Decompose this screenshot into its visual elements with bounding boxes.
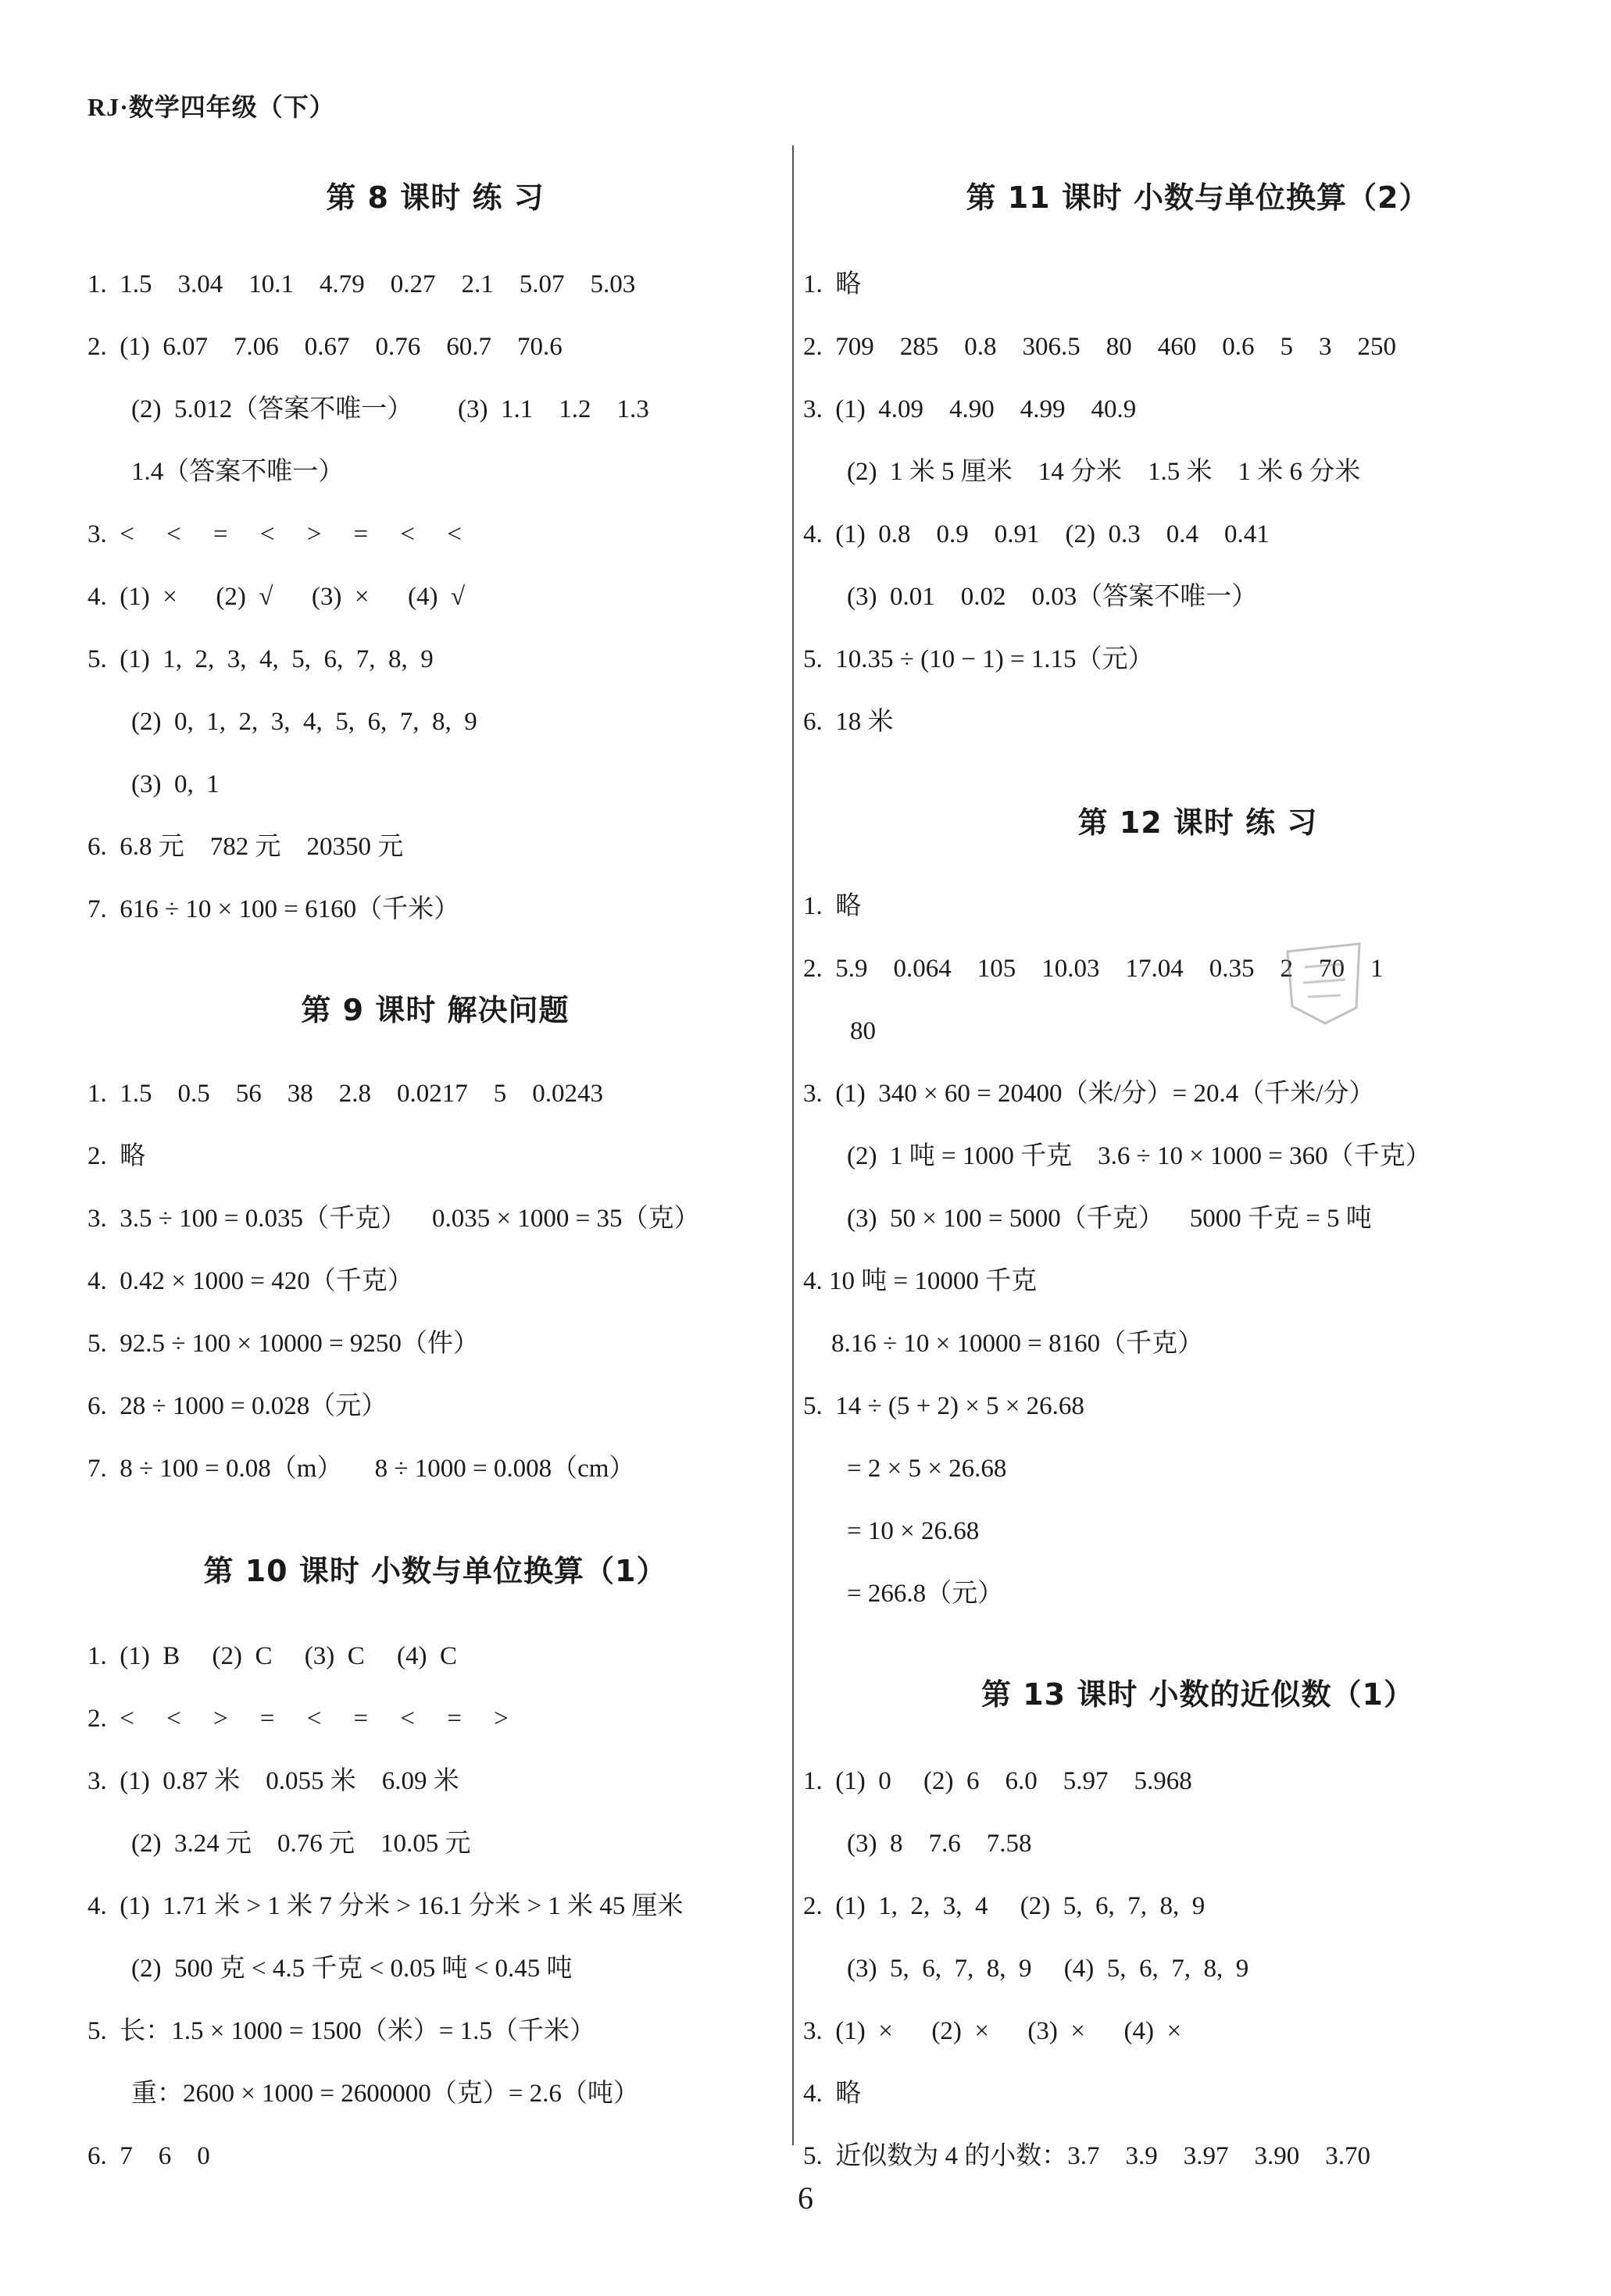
answer-line: 4. 0.42 × 1000 = 420（千克） [88,1267,413,1295]
answer-line: = 266.8（元） [847,1580,1004,1608]
answer-line: 1. (1) B (2) C (3) C (4) C [88,1642,457,1670]
answer-line: 4. 10 吨 = 10000 千克 [803,1267,1038,1295]
answer-line: 4. (1) 1.71 米 > 1 米 7 分米 > 16.1 分米 > 1 米 45 厘米 [88,1892,684,1920]
answer-line: (2) 1 吨 = 1000 千克 3.6 ÷ 10 × 1000 = 360（千克） [847,1142,1431,1170]
answer-line: 5. 10.35 ÷ (10 − 1) = 1.15（元） [803,645,1154,673]
answer-line: 2. < < > = < = < = > [88,1705,509,1733]
answer-line: 1. 略 [803,270,862,298]
answer-line: 4. 略 [803,2080,862,2108]
answer-line: 1. 1.5 3.04 10.1 4.79 0.27 2.1 5.07 5.03 [88,270,636,298]
answer-line: 2. 略 [88,1142,146,1170]
answer-line: (2) 0, 1, 2, 3, 4, 5, 6, 7, 8, 9 [131,708,477,736]
answer-line: (3) 50 × 100 = 5000（千克） 5000 千克 = 5 吨 [847,1205,1372,1233]
answer-line: 80 [850,1017,876,1045]
answer-line: 2. (1) 1, 2, 3, 4 (2) 5, 6, 7, 8, 9 [803,1892,1206,1920]
answer-line: 3. (1) 340 × 60 = 20400（米/分）= 20.4（千米/分） [803,1080,1375,1108]
page-header: RJ·数学四年级（下） [88,93,335,121]
answer-line: (3) 0.01 0.02 0.03（答案不唯一） [847,583,1258,611]
answer-line: 8.16 ÷ 10 × 10000 = 8160（千克） [831,1330,1204,1358]
answer-line: 5. 近似数为 4 的小数：3.7 3.9 3.97 3.90 3.70 [803,2142,1370,2170]
answer-line: = 2 × 5 × 26.68 [847,1455,1007,1483]
answer-line: 3. < < = < > = < < [88,520,462,548]
answer-line: 4. (1) 0.8 0.9 0.91 (2) 0.3 0.4 0.41 [803,520,1270,548]
answer-line: (3) 8 7.6 7.58 [847,1830,1032,1858]
page-number: 6 [798,2180,813,2216]
answer-line: 3. 3.5 ÷ 100 = 0.035（千克） 0.035 × 1000 = 35（克） [88,1205,700,1233]
answer-line: (2) 500 克 < 4.5 千克 < 0.05 吨 < 0.45 吨 [131,1955,573,1983]
answer-line: 7. 8 ÷ 100 = 0.08（m） 8 ÷ 1000 = 0.008（cm） [88,1455,635,1483]
answer-line: (3) 0, 1 [131,770,220,798]
section-title-lesson-9: 第 9 课时 解决问题 [301,993,570,1027]
answer-line: 重：2600 × 1000 = 2600000（克）= 2.6（吨） [131,2080,639,2108]
answer-line: (2) 1 米 5 厘米 14 分米 1.5 米 1 米 6 分米 [847,458,1361,486]
answer-line: 5. 14 ÷ (5 + 2) × 5 × 26.68 [803,1392,1084,1420]
answer-line: 7. 616 ÷ 10 × 100 = 6160（千米） [88,895,460,923]
answer-line: 2. (1) 6.07 7.06 0.67 0.76 60.7 70.6 [88,333,563,361]
column-divider [792,145,794,2145]
section-title-lesson-12: 第 12 课时 练 习 [1077,805,1318,840]
section-title-lesson-8: 第 8 课时 练 习 [326,180,545,215]
answer-line: 6. 7 6 0 [88,2142,210,2170]
answer-line: 1. 略 [803,892,862,920]
answer-line: (3) 5, 6, 7, 8, 9 (4) 5, 6, 7, 8, 9 [847,1955,1249,1983]
answer-line: 3. (1) 4.09 4.90 4.99 40.9 [803,395,1137,423]
watermark-stamp-icon [1281,936,1367,1030]
answer-line: 6. 28 ÷ 1000 = 0.028（元） [88,1392,388,1420]
answer-line: 2. 709 285 0.8 306.5 80 460 0.6 5 3 250 [803,333,1396,361]
answer-line: 3. (1) × (2) × (3) × (4) × [803,2017,1182,2045]
section-title-lesson-13: 第 13 课时 小数的近似数（1） [981,1677,1414,1712]
answer-line: 1. (1) 0 (2) 6 6.0 5.97 5.968 [803,1767,1192,1795]
answer-line: 5. 92.5 ÷ 100 × 10000 = 9250（件） [88,1330,479,1358]
answer-line: 3. (1) 0.87 米 0.055 米 6.09 米 [88,1767,459,1795]
section-title-lesson-11: 第 11 课时 小数与单位换算（2） [966,180,1430,215]
answer-line: 1.4（答案不唯一） [131,458,345,486]
answer-line: 5. (1) 1, 2, 3, 4, 5, 6, 7, 8, 9 [88,645,434,673]
answer-line: 1. 1.5 0.5 56 38 2.8 0.0217 5 0.0243 [88,1080,603,1108]
answer-line: 2. 5.9 0.064 105 10.03 17.04 0.35 2 70 1 [803,955,1384,983]
answer-line: = 10 × 26.68 [847,1517,980,1545]
answer-line: 4. (1) × (2) √ (3) × (4) √ [88,583,466,611]
answer-line: 6. 6.8 元 782 元 20350 元 [88,833,404,861]
answer-line: 5. 长：1.5 × 1000 = 1500（米）= 1.5（千米） [88,2017,595,2045]
answer-line: 6. 18 米 [803,708,894,736]
section-title-lesson-10: 第 10 课时 小数与单位换算（1） [203,1554,667,1588]
answer-line: (2) 3.24 元 0.76 元 10.05 元 [131,1830,471,1858]
answer-line: (2) 5.012（答案不唯一） (3) 1.1 1.2 1.3 [131,395,649,423]
